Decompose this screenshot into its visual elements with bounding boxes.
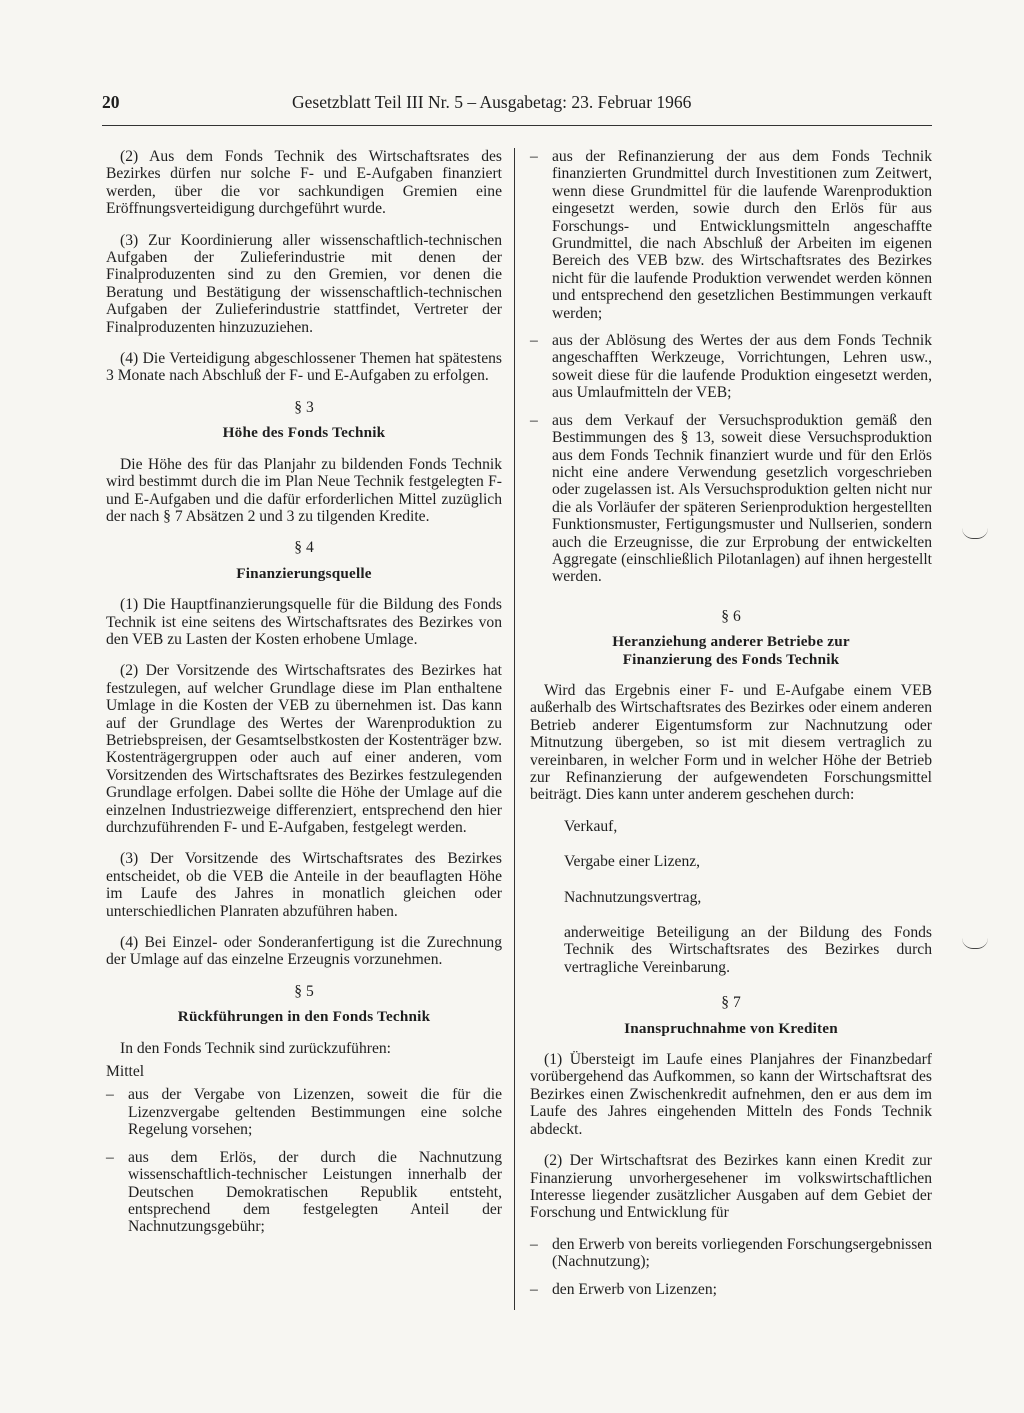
list-item-text: aus dem Erlös, der durch die Nachnutzung wissenschaftlich-technischer Leistungen innerhalb der Deutschen Demokratischen Republik entsteht, entsprechend dem festgelegten Anteil der Nachnutzungsgebühr; xyxy=(128,1148,502,1236)
section-heading: Finanzierung des Fonds Technik xyxy=(622,650,840,668)
margin-mark xyxy=(962,528,988,539)
list-item-text: den Erwerb von Lizenzen; xyxy=(552,1280,717,1298)
list-item: anderweitige Beteiligung an der Bildung des Fonds Technik des Wirtschaftsrates des Bezirkes durch vertragliche Vereinbarung. xyxy=(564,924,932,976)
list-item xyxy=(530,332,932,402)
dash-bullet: – xyxy=(530,1280,538,1298)
dash-bullet: – xyxy=(106,1086,114,1104)
right-column xyxy=(530,148,932,1308)
dash-bullet: – xyxy=(530,148,538,165)
paragraph: (3) Zur Koordinierung aller wissenschaftlich-technischen Aufgaben der Zulieferindustrie mit denen der Finalproduzenten sind zu den Gremien, vor denen die Beratung und Bestätigung der wissenschaftlich-technischen Aufgaben der Zulieferindustrie stattfindet, Vertreter der Finalproduzenten hinzuzuziehen. xyxy=(106,231,502,336)
paragraph: (1) Übersteigt im Laufe eines Planjahres der Finanzbedarf vorübergehend das Aufkommen, so kann der Wirtschaftsrat des Bezirkes einen Zwischenkredit aufnehmen, den er aus dem im Laufe des Jahres eingehenden Mitteln des Fonds Technik abdeckt. xyxy=(530,1051,932,1138)
list-item xyxy=(530,148,932,322)
section-number: § 6 xyxy=(721,607,741,625)
list-item xyxy=(530,1281,932,1298)
page-number: 20 xyxy=(102,92,120,112)
list-item: Nachnutzungsvertrag, xyxy=(564,888,702,906)
header-rule xyxy=(102,125,932,126)
section-heading: Höhe des Fonds Technik xyxy=(222,424,386,442)
list-item-text: den Erwerb von bereits vorliegenden Forschungsergebnissen (Nachnutzung); xyxy=(552,1235,932,1271)
section-heading: Finanzierungsquelle xyxy=(236,564,372,582)
paragraph: (4) Bei Einzel- oder Sonderanfertigung ist die Zurechnung der Umlage auf das einzelne Erzeugnis vorzunehmen. xyxy=(106,934,502,969)
paragraph: (2) Aus dem Fonds Technik des Wirtschaftsrates des Bezirkes dürfen nur solche F- und E-Aufgaben finanziert werden, über die vor sachkundigen Gremien eine Eröffnungsverteidigung durchgeführt wurde. xyxy=(106,148,502,218)
paragraph: (4) Die Verteidigung abgeschlossener Themen hat spätestens 3 Monate nach Abschluß der F- und E-Aufgaben zu erfolgen. xyxy=(106,350,502,385)
dash-bullet: – xyxy=(530,332,538,350)
list-item xyxy=(530,1236,932,1271)
list-item-text: aus der Ablösung des Wertes der aus dem Fonds Technik angeschafften Werkzeuge, Vorrichtungen, Lehren usw., soweit diese für die laufende Produktion eingesetzt werden, aus Umlaufmitteln der VEB; xyxy=(552,332,932,402)
left-column xyxy=(106,148,502,1246)
paragraph: Wird das Ergebnis einer F- und E-Aufgabe einem VEB außerhalb des Wirtschaftsrates des Bezirkes oder einem anderen Betrieb anderer Eigentumsform zur Nachnutzung oder Mitnutzung übergeben, so ist mit diesem vertraglich zu vereinbaren, in welcher Form und in welcher Höhe der Betrieb zur Refinanzierung der aufgewendeten Forschungsmittel beiträgt. Dies kann unter anderem geschehen durch: xyxy=(530,681,932,804)
list-item-text: aus der Vergabe von Lizenzen, soweit die für die Lizenzvergabe geltenden Bestimmungen eine solche Regelung vorsehen; xyxy=(128,1086,502,1139)
list-item: Vergabe einer Lizenz, xyxy=(564,853,701,871)
list-item xyxy=(106,1149,502,1236)
dash-bullet: – xyxy=(530,1235,538,1253)
section-number: § 4 xyxy=(294,539,314,557)
list-item-text: aus der Refinanzierung der aus dem Fonds Technik finanzierten Grundmittel durch Investitionen zum Zeitwert, wenn diese Grundmittel für die laufende Warenproduktion eingesetzt werden, sowie durch den Erlös für aus Forschungs- und Entwicklungsmitteln angeschaffte Grundmittel, die nach Abschluß der Arbeiten im eigenen Bereich des VEB bzw. des Wirtschaftsrates des Bezirkes nicht für die laufende Produktion verwendet werden können und entsprechend den gesetzlichen Bestimmungen verkauft werden; xyxy=(552,148,932,322)
paragraph: Mittel xyxy=(106,1063,145,1081)
section-heading: Rückführungen in den Fonds Technik xyxy=(177,1008,431,1026)
section-number: § 5 xyxy=(294,982,314,1000)
dash-bullet: – xyxy=(106,1148,114,1166)
section-heading: Heranziehung anderer Betriebe zur xyxy=(612,633,850,651)
section-number: § 7 xyxy=(721,994,741,1012)
list-item xyxy=(106,1086,502,1138)
list-item-text: aus dem Verkauf der Versuchsproduktion gemäß den Bestimmungen des § 13, soweit diese Versuchsproduktion aus dem Fonds Technik finanziert wurde und für den Erlös nicht eine andere Verwendung gesetzlich vorgeschrieben oder zugelassen ist. Als Versuchsproduktion gelten nicht nur die als Vorläufer der späteren Serienproduktion hergestellten Funktionsmuster, Fertigungsmuster und Nullserien, sondern auch die Erzeugnisse, die zur Erprobung der entwickelten Aggregate (einschließlich Pilotanlagen) auf ihnen hergestellt werden. xyxy=(552,411,932,586)
options-list xyxy=(530,818,932,976)
paragraph: (2) Der Wirtschaftsrat des Bezirkes kann einen Kredit zur Finanzierung unvorhergesehener im volkswirtschaftlichen Interesse liegender zusätzlicher Ausgaben auf dem Gebiet der Forschung und Entwicklung für xyxy=(530,1152,932,1222)
paragraph: Die Höhe des für das Planjahr zu bildenden Fonds Technik wird bestimmt durch die im Plan Neue Technik festgelegten F- und E-Aufgaben und die dafür erforderlichen Mittel zuzüglich der nach § 7 Absätzen 2 und 3 zu tilgenden Kredite. xyxy=(106,455,502,525)
paragraph: In den Fonds Technik sind zurückzuführen: xyxy=(120,1039,392,1057)
dash-bullet: – xyxy=(530,411,538,429)
paragraph: (1) Die Hauptfinanzierungsquelle für die Bildung des Fonds Technik ist eine seitens des Wirtschaftsrates des Bezirkes von den VEB zu Lasten der Kosten erhobene Umlage. xyxy=(106,596,502,648)
column-divider xyxy=(514,148,515,1310)
margin-mark xyxy=(962,938,988,949)
list-item: Verkauf, xyxy=(564,817,618,835)
paragraph: (2) Der Vorsitzende des Wirtschaftsrates des Bezirkes hat festzulegen, auf welcher Grundlage diese im Plan enthaltene Umlage in die Kosten der VEB zu übernehmen ist. Das kann auf der Grundlage des Wertes der Warenproduktion zu Betriebspreisen, der Gesamtselbstkosten der Kostenträger bzw. Kostenträgergruppen oder auch auf einer anderen, vom Vorsitzenden des Wirtschaftsrates des Bezirkes festzulegenden Grundlage erfolgen. Dabei sollte die Höhe der Umlage auf die einzelnen Industriezweige differenziert, entsprechend den hier durchzuführenden F- und E-Aufgaben, festgelegt werden. xyxy=(106,662,502,836)
list-item xyxy=(530,412,932,586)
section-number: § 3 xyxy=(294,398,314,416)
section-heading: Inanspruchnahme von Krediten xyxy=(624,1019,838,1037)
header-title: Gesetzblatt Teil III Nr. 5 – Ausgabetag: 23. Februar 1966 xyxy=(292,92,692,112)
paragraph: (3) Der Vorsitzende des Wirtschaftsrates des Bezirkes entscheidet, ob die VEB die Anteile in der beauflagten Höhe im Laufe des Jahres in monatlich gleichen oder unterschiedlichen Planraten abzuführen haben. xyxy=(106,850,502,920)
